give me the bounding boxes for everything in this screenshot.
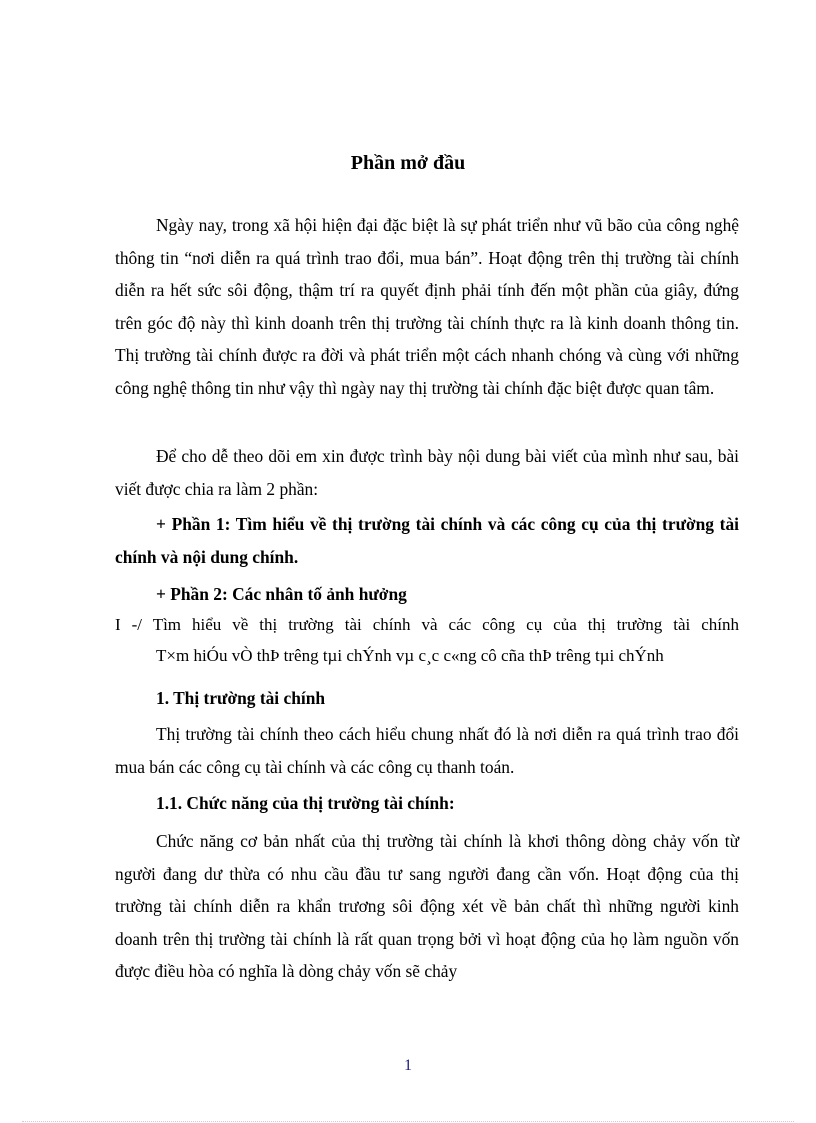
function-paragraph: Chức năng cơ bản nhất của thị trường tài chính là khơi thông dòng chảy vốn từ người đang dư thừa có nhu cầu đầu tư sang người đang cần vốn. Hoạt động của thị trường tài chính diễn ra khẩn trương sôi động xét về bản chất thì những người kinh doanh trên thị trường tài chính là rất quan trọng bởi vì hoạt động của họ làm nguồn vốn được điều hòa có nghĩa là dòng chảy vốn sẽ chảy [115,831,739,981]
page-title: Phần mở đầu [350,152,466,174]
heading-1: 1. Thị trường tài chính [156,688,326,708]
part-1-item: + Phần 1: Tìm hiểu về thị trường tài chính và các công cụ của thị trường tài chính và nội dung chính. [115,514,739,567]
part-2-item: + Phần 2: Các nhân tố ảnh hưởng [156,584,407,604]
page-number: 1 [404,1057,412,1074]
definition-paragraph: Thị trường tài chính theo cách hiểu chung nhất đó là nơi diễn ra quá trình trao đổi mua bán các công cụ tài chính và các công cụ thanh toán. [115,724,739,777]
bottom-divider [22,1121,794,1122]
intro-paragraph: Ngày nay, trong xã hội hiện đại đặc biệt là sự phát triển như vũ bão của công nghệ thông tin “nơi diễn ra quá trình trao đổi, mua bán”. Hoạt động trên thị trường tài chính diễn ra hết sức sôi động, thậm trí ra quyết định phải tính đến một phần của giây, đứng trên góc độ này thì kinh doanh trên thị trường tài chính thực ra là kinh doanh thông tin. Thị trường tài chính được ra đời và phát triển một cách nhanh chóng và cùng với những công nghệ thông tin như vậy thì ngày nay thị trường tài chính đặc biệt được quan tâm. [115,215,739,398]
section-i-heading-garbled: T×m hiÓu vÒ thÞ trêng tµi chÝnh vµ c¸c c«ng cô cña thÞ trêng tµi chÝnh [156,646,664,665]
section-i-heading: I -/ Tìm hiểu về thị trường tài chính và các công cụ của thị trường tài chính [115,615,739,634]
structure-paragraph: Để cho dễ theo dõi em xin được trình bày nội dung bài viết của mình như sau, bài viết được chia ra làm 2 phần: [115,446,739,499]
heading-1-1: 1.1. Chức năng của thị trường tài chính: [156,793,455,813]
